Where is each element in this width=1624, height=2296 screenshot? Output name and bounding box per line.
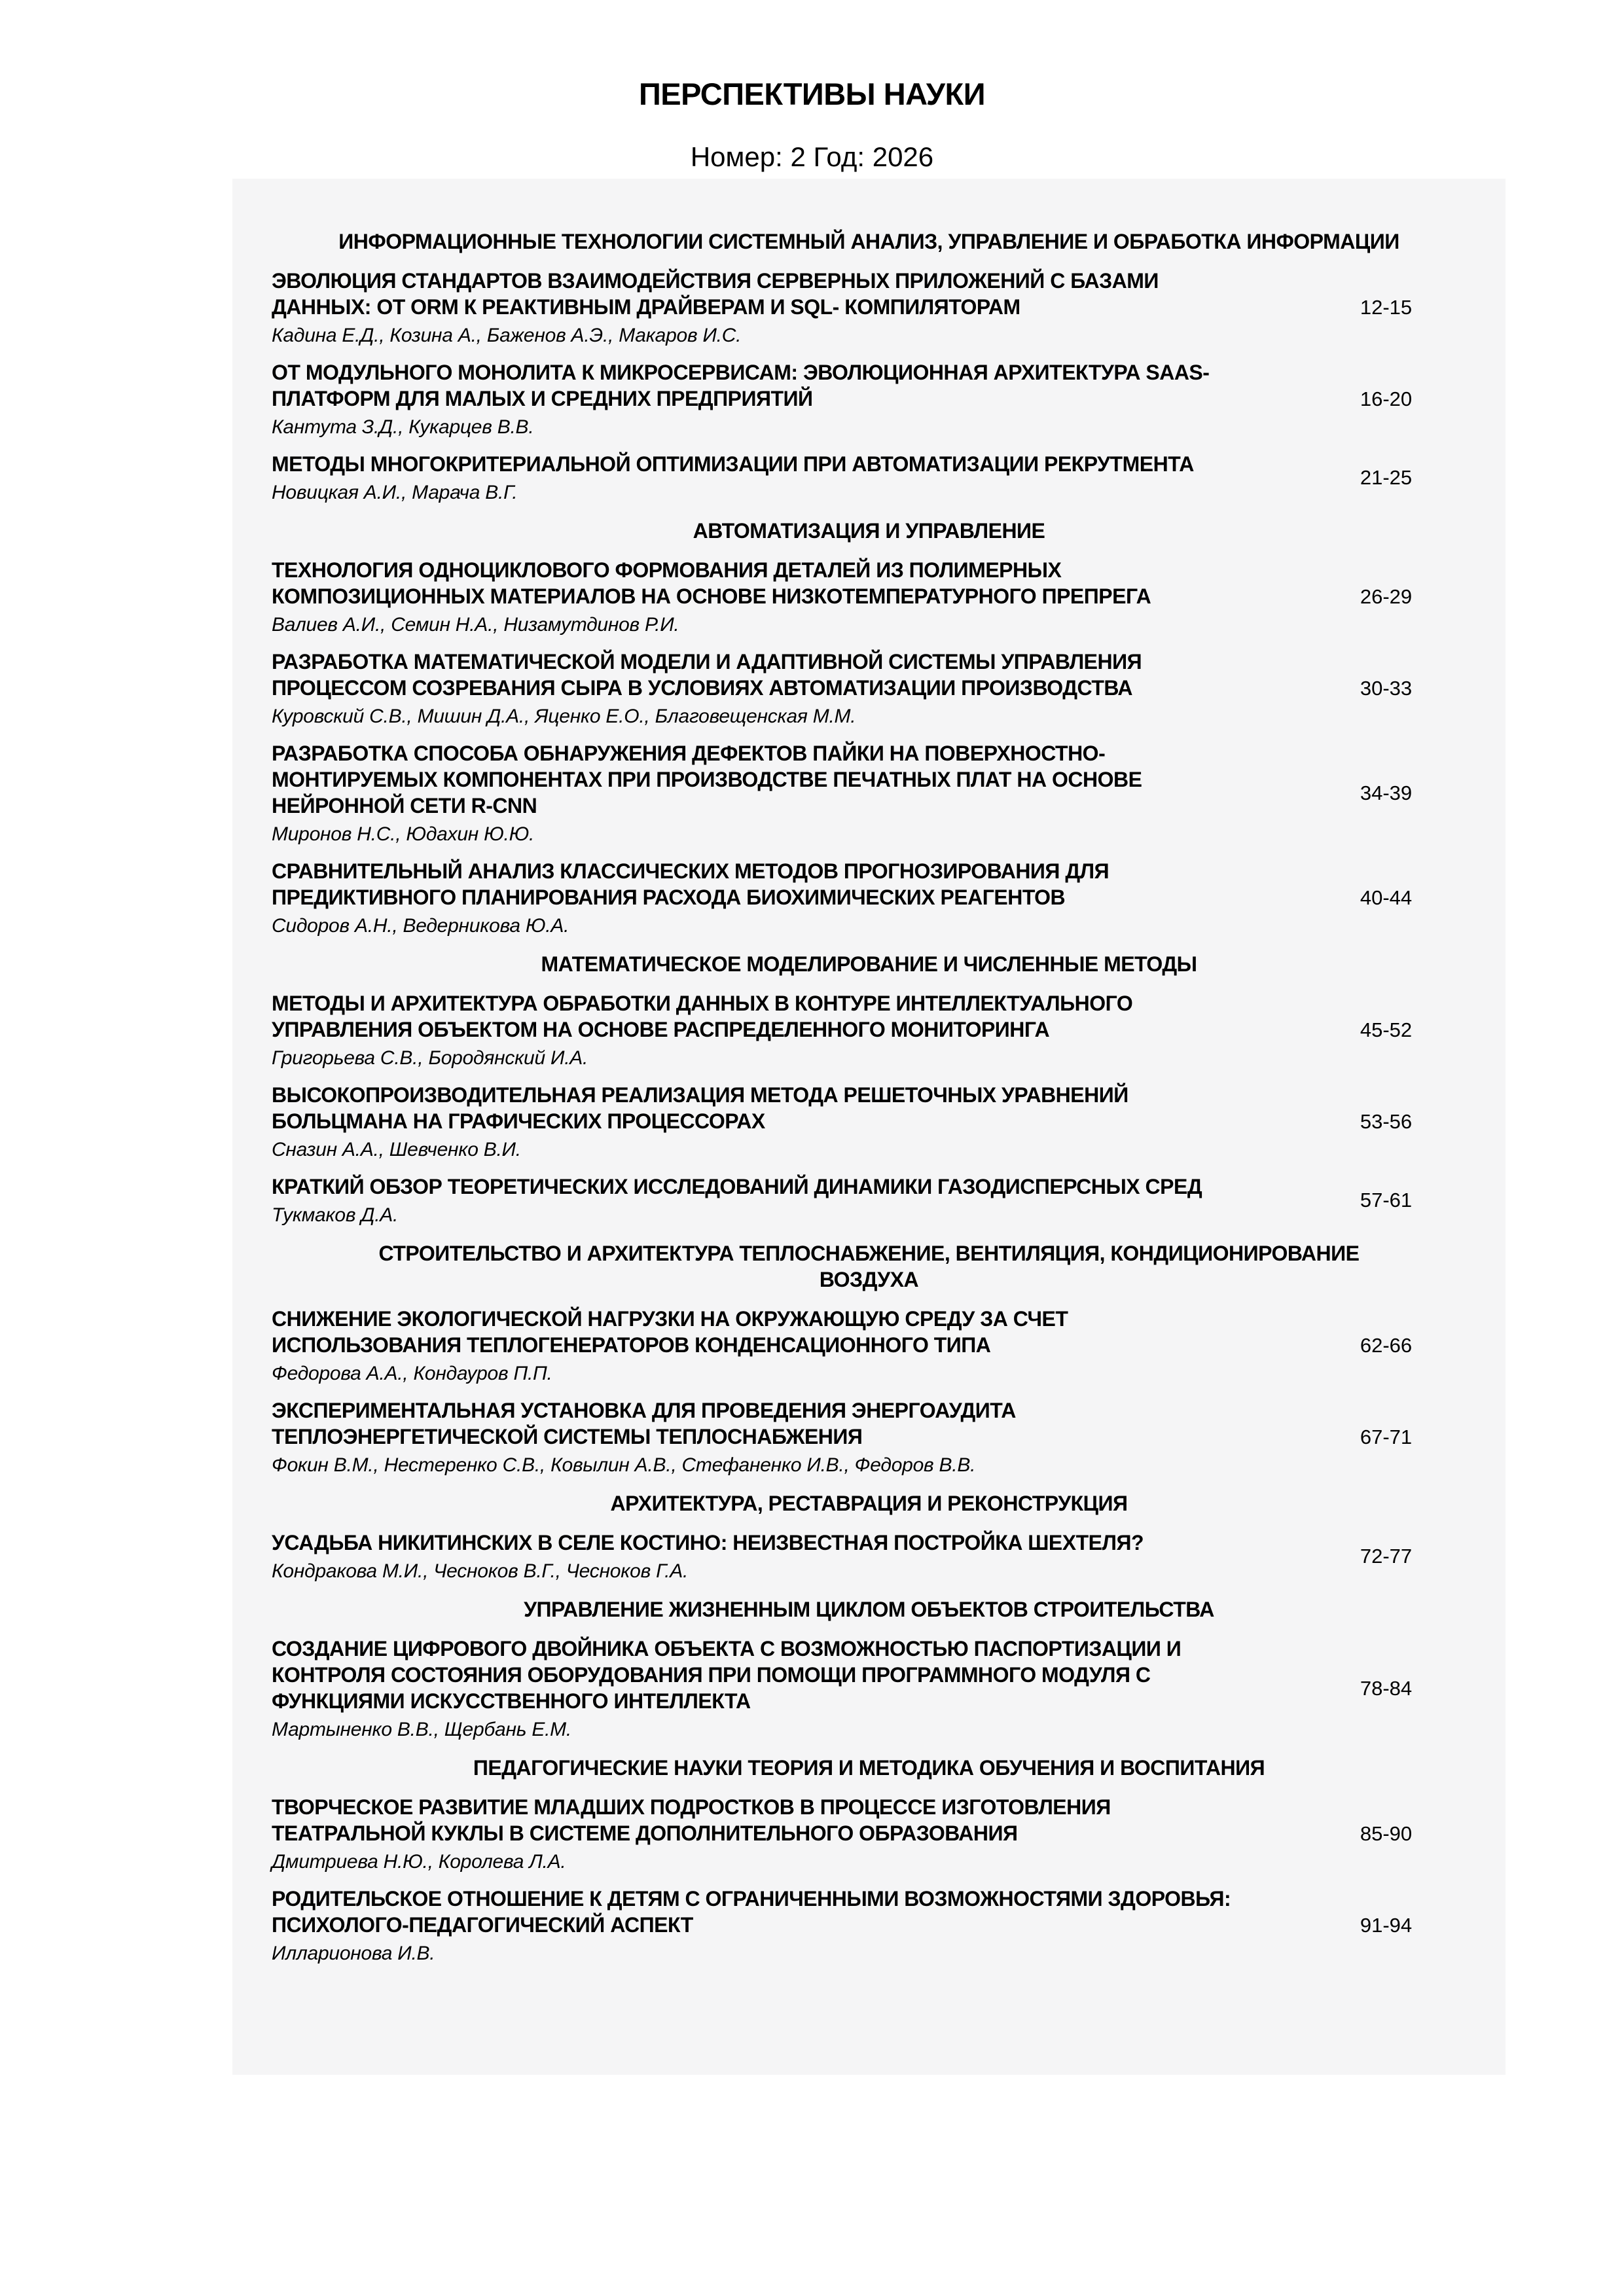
article-pages: 67-71: [1360, 1426, 1413, 1448]
article-entry: [272, 1082, 1466, 1162]
article-pages: 57-61: [1360, 1189, 1413, 1211]
article-pages: 12-15: [1360, 296, 1413, 319]
article-entry: [272, 359, 1466, 439]
article-entry: [272, 1794, 1466, 1874]
article-authors: Дмитриева Н.Ю., Королева Л.А.: [272, 1851, 566, 1873]
article-authors: Тукмаков Д.А.: [272, 1204, 399, 1226]
article-entry: [272, 740, 1466, 846]
article-pages: 26-29: [1360, 585, 1413, 608]
article-entry: [272, 1530, 1466, 1583]
article-authors: Кантута З.Д., Кукарцев В.В.: [272, 416, 534, 438]
article-text: [272, 1886, 1306, 1965]
article-pages: 45-52: [1360, 1018, 1413, 1041]
article-title: МЕТОДЫ И АРХИТЕКТУРА ОБРАБОТКИ ДАННЫХ В КОНТУРЕ ИНТЕЛЛЕКТУАЛЬНОГО УПРАВЛЕНИЯ ОБЪЕКТОМ НА ОСНОВЕ РАСПРЕДЕЛЕННОГО МОНИТОРИНГА: [272, 992, 1133, 1041]
article-text: [272, 359, 1306, 439]
article-title: РОДИТЕЛЬСКОЕ ОТНОШЕНИЕ К ДЕТЯМ С ОГРАНИЧЕННЫМИ ВОЗМОЖНОСТЯМИ ЗДОРОВЬЯ: ПСИХОЛОГО-ПЕДАГОГИЧЕСКИЙ АСПЕКТ: [272, 1887, 1231, 1937]
section-header: ПЕДАГОГИЧЕСКИЕ НАУКИ ТЕОРИЯ И МЕТОДИКА ОБУЧЕНИЯ И ВОСПИТАНИЯ: [473, 1756, 1265, 1780]
article-entry: [272, 557, 1466, 637]
toc-section-5: [272, 1490, 1466, 1583]
article-pages: 16-20: [1360, 387, 1413, 410]
article-text: [272, 740, 1306, 846]
article-text: [272, 858, 1306, 938]
article-text: [272, 649, 1306, 728]
article-text: [272, 1397, 1306, 1477]
article-entry: [272, 1886, 1466, 1965]
article-text: [272, 1174, 1306, 1227]
toc-section-2: [272, 518, 1466, 938]
toc-section-4: [272, 1240, 1466, 1477]
article-title: ТЕХНОЛОГИЯ ОДНОЦИКЛОВОГО ФОРМОВАНИЯ ДЕТАЛЕЙ ИЗ ПОЛИМЕРНЫХ КОМПОЗИЦИОННЫХ МАТЕРИАЛОВ НА ОСНОВЕ НИЗКОТЕМПЕРАТУРНОГО ПРЕПРЕГА: [272, 558, 1151, 608]
article-text: [272, 1306, 1306, 1386]
article-text: [272, 1082, 1306, 1162]
toc-section-6: [272, 1596, 1466, 1742]
toc-card: [232, 179, 1506, 2075]
article-authors: Илларионова И.В.: [272, 1943, 435, 1964]
article-title: ЭВОЛЮЦИЯ СТАНДАРТОВ ВЗАИМОДЕЙСТВИЯ СЕРВЕРНЫХ ПРИЛОЖЕНИЙ С БАЗАМИ ДАННЫХ: ОТ ORM К РЕАКТИВНЫМ ДРАЙВЕРАМ И SQL- КОМПИЛЯТОРАМ: [272, 269, 1159, 319]
article-text: [272, 1530, 1306, 1583]
article-entry: [272, 649, 1466, 728]
article-pages: 53-56: [1360, 1110, 1413, 1133]
article-entry: [272, 858, 1466, 938]
article-title: РАЗРАБОТКА МАТЕМАТИЧЕСКОЙ МОДЕЛИ И АДАПТИВНОЙ СИСТЕМЫ УПРАВЛЕНИЯ ПРОЦЕССОМ СОЗРЕВАНИЯ СЫРА В УСЛОВИЯХ АВТОМАТИЗАЦИИ ПРОИЗВОДСТВА: [272, 650, 1142, 700]
article-authors: Федорова А.А., Кондауров П.П.: [272, 1363, 552, 1384]
article-text: [272, 1636, 1306, 1742]
article-entry: [272, 1636, 1466, 1742]
article-entry: [272, 1306, 1466, 1386]
article-entry: [272, 451, 1466, 505]
article-pages: 62-66: [1360, 1334, 1413, 1357]
article-pages: 34-39: [1360, 781, 1413, 804]
toc-section-1: [272, 228, 1466, 505]
article-authors: Миронов Н.С., Юдахин Ю.Ю.: [272, 823, 535, 845]
section-header: ИНФОРМАЦИОННЫЕ ТЕХНОЛОГИИ СИСТЕМНЫЙ АНАЛИЗ, УПРАВЛЕНИЕ И ОБРАБОТКА ИНФОРМАЦИИ: [338, 230, 1399, 253]
section-header: УПРАВЛЕНИЕ ЖИЗНЕННЫМ ЦИКЛОМ ОБЪЕКТОВ СТРОИТЕЛЬСТВА: [524, 1598, 1214, 1621]
issue-line: Номер: 2 Год: 2026: [690, 141, 934, 172]
article-authors: Фокин В.М., Нестеренко С.В., Ковылин А.В., Стефаненко И.В., Федоров В.В.: [272, 1454, 976, 1476]
article-authors: Новицкая А.И., Марача В.Г.: [272, 482, 518, 503]
article-title: СНИЖЕНИЕ ЭКОЛОГИЧЕСКОЙ НАГРУЗКИ НА ОКРУЖАЮЩУЮ СРЕДУ ЗА СЧЕТ ИСПОЛЬЗОВАНИЯ ТЕПЛОГЕНЕРАТОРОВ КОНДЕНСАЦИОННОГО ТИПА: [272, 1307, 1068, 1357]
article-text: [272, 1794, 1306, 1874]
article-authors: Сидоров А.Н., Ведерникова Ю.А.: [272, 915, 569, 937]
article-pages: 21-25: [1360, 466, 1413, 489]
article-title: УСАДЬБА НИКИТИНСКИХ В СЕЛЕ КОСТИНО: НЕИЗВЕСТНАЯ ПОСТРОЙКА ШЕХТЕЛЯ?: [272, 1531, 1144, 1554]
section-header: СТРОИТЕЛЬСТВО И АРХИТЕКТУРА ТЕПЛОСНАБЖЕНИЕ, ВЕНТИЛЯЦИЯ, КОНДИЦИОНИРОВАНИЕ ВОЗДУХА: [378, 1242, 1360, 1291]
section-header: АРХИТЕКТУРА, РЕСТАВРАЦИЯ И РЕКОНСТРУКЦИЯ: [610, 1492, 1128, 1515]
article-pages: 78-84: [1360, 1677, 1413, 1700]
article-authors: Куровский С.В., Мишин Д.А., Яценко Е.О., Благовещенская М.М.: [272, 706, 856, 727]
article-entry: [272, 1397, 1466, 1477]
article-title: КРАТКИЙ ОБЗОР ТЕОРЕТИЧЕСКИХ ИССЛЕДОВАНИЙ ДИНАМИКИ ГАЗОДИСПЕРСНЫХ СРЕД: [272, 1175, 1202, 1198]
article-pages: 91-94: [1360, 1914, 1413, 1937]
article-title: ТВОРЧЕСКОЕ РАЗВИТИЕ МЛАДШИХ ПОДРОСТКОВ В ПРОЦЕССЕ ИЗГОТОВЛЕНИЯ ТЕАТРАЛЬНОЙ КУКЛЫ В СИСТЕМЕ ДОПОЛНИТЕЛЬНОГО ОБРАЗОВАНИЯ: [272, 1795, 1111, 1845]
toc-section-7: [272, 1755, 1466, 1965]
article-text: [272, 990, 1306, 1070]
article-title: ВЫСОКОПРОИЗВОДИТЕЛЬНАЯ РЕАЛИЗАЦИЯ МЕТОДА РЕШЕТОЧНЫХ УРАВНЕНИЙ БОЛЬЦМАНА НА ГРАФИЧЕСКИХ ПРОЦЕССОРАХ: [272, 1083, 1128, 1133]
article-pages: 85-90: [1360, 1822, 1413, 1845]
article-title: МЕТОДЫ МНОГОКРИТЕРИАЛЬНОЙ ОПТИМИЗАЦИИ ПРИ АВТОМАТИЗАЦИИ РЕКРУТМЕНТА: [272, 452, 1194, 476]
article-title: ЭКСПЕРИМЕНТАЛЬНАЯ УСТАНОВКА ДЛЯ ПРОВЕДЕНИЯ ЭНЕРГОАУДИТА ТЕПЛОЭНЕРГЕТИЧЕСКОЙ СИСТЕМЫ ТЕПЛОСНАБЖЕНИЯ: [272, 1399, 1016, 1448]
article-pages: 40-44: [1360, 886, 1413, 909]
article-entry: [272, 1174, 1466, 1227]
article-entry: [272, 268, 1466, 348]
article-text: [272, 557, 1306, 637]
article-authors: Григорьева С.В., Бородянский И.А.: [272, 1047, 588, 1069]
article-text: [272, 451, 1306, 505]
article-text: [272, 268, 1306, 348]
article-pages: 72-77: [1360, 1545, 1413, 1568]
article-authors: Кадина Е.Д., Козина А., Баженов А.Э., Макаров И.С.: [272, 325, 742, 346]
article-authors: Кондракова М.И., Чесноков В.Г., Чесноков Г.А.: [272, 1560, 689, 1582]
section-header: АВТОМАТИЗАЦИЯ И УПРАВЛЕНИЕ: [693, 519, 1045, 543]
article-authors: Сназин А.А., Шевченко В.И.: [272, 1139, 521, 1160]
article-pages: 30-33: [1360, 677, 1413, 700]
section-header: МАТЕМАТИЧЕСКОЕ МОДЕЛИРОВАНИЕ И ЧИСЛЕННЫЕ МЕТОДЫ: [541, 952, 1197, 976]
journal-title: ПЕРСПЕКТИВЫ НАУКИ: [638, 77, 986, 111]
toc-section-3: [272, 951, 1466, 1227]
article-title: ОТ МОДУЛЬНОГО МОНОЛИТА К МИКРОСЕРВИСАМ: ЭВОЛЮЦИОННАЯ АРХИТЕКТУРА SAAS- ПЛАТФОРМ ДЛЯ МАЛЫХ И СРЕДНИХ ПРЕДПРИЯТИЙ: [272, 361, 1210, 410]
article-title: РАЗРАБОТКА СПОСОБА ОБНАРУЖЕНИЯ ДЕФЕКТОВ ПАЙКИ НА ПОВЕРХНОСТНО- МОНТИРУЕМЫХ КОМПОНЕНТАХ ПРИ ПРОИЗВОДСТВЕ ПЕЧАТНЫХ ПЛАТ НА ОСНОВЕ НЕЙРОННОЙ СЕТИ R-CNN: [272, 742, 1142, 817]
article-title: СОЗДАНИЕ ЦИФРОВОГО ДВОЙНИКА ОБЪЕКТА С ВОЗМОЖНОСТЬЮ ПАСПОРТИЗАЦИИ И КОНТРОЛЯ СОСТОЯНИЯ ОБОРУДОВАНИЯ ПРИ ПОМОЩИ ПРОГРАММНОГО МОДУЛЯ С ФУНКЦИЯМИ ИСКУССТВЕННОГО ИНТЕЛЛЕКТА: [272, 1637, 1182, 1713]
article-title: СРАВНИТЕЛЬНЫЙ АНАЛИЗ КЛАССИЧЕСКИХ МЕТОДОВ ПРОГНОЗИРОВАНИЯ ДЛЯ ПРЕДИКТИВНОГО ПЛАНИРОВАНИЯ РАСХОДА БИОХИМИЧЕСКИХ РЕАГЕНТОВ: [272, 859, 1110, 909]
article-authors: Мартыненко В.В., Щербань Е.М.: [272, 1719, 571, 1740]
article-authors: Валиев А.И., Семин Н.А., Низамутдинов Р.И.: [272, 614, 679, 636]
article-entry: [272, 990, 1466, 1070]
